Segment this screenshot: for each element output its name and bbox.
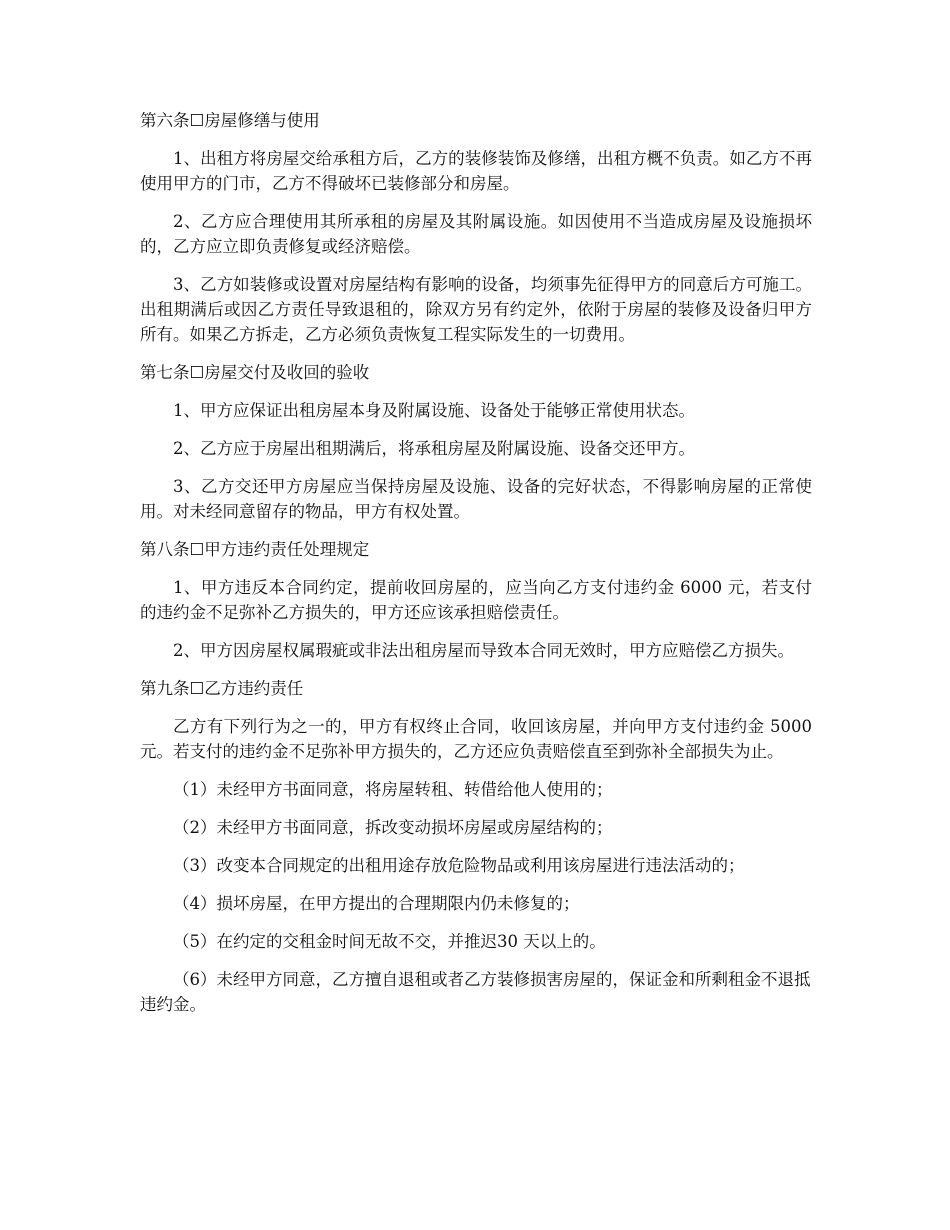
- contract-page: [140, 108, 812, 1030]
- list-item: （3）改变本合同规定的出租用途存放危险物品或利用该房屋进行违法活动的；: [173, 856, 745, 875]
- list-item: （6）未经甲方同意，乙方擅自退租或者乙方装修损害房屋的，保证金和所剩租金不退抵违约金。: [140, 970, 811, 1014]
- section-6-paragraph-1: 1、出租方将房屋交给承租方后，乙方的装修装饰及修缮，出租方概不负责。如乙方不再使用甲方的门市，乙方不得破坏已装修部分和房屋。: [140, 149, 812, 193]
- list-item: （4）损坏房屋，在甲方提出的合理期限内仍未修复的；: [173, 894, 580, 913]
- section-7-paragraph-2: 2、乙方应于房屋出租期满后，将承租房屋及附属设施、设备交还甲方。: [173, 439, 695, 458]
- section-7-paragraph-3: 3、乙方交还甲方房屋应当保持房屋及设施、设备的完好状态，不得影响房屋的正常使用。对未经同意留存的物品，甲方有权处置。: [140, 477, 812, 521]
- section-8-paragraph-1: 1、甲方违反本合同约定，提前收回房屋的，应当向乙方支付违约金 6000 元，若支付的违约金不足弥补乙方损失的，甲方还应该承担赔偿责任。: [140, 578, 812, 622]
- list-item: （1）未经甲方书面同意，将房屋转租、转借给他人使用的；: [173, 780, 613, 799]
- section-8-heading: 第八条☐甲方违约责任处理规定: [140, 540, 370, 559]
- section-6-heading: 第六条☐房屋修缮与使用: [140, 111, 320, 130]
- list-item: （5）在约定的交租金时间无故不交，并推迟30 天以上的。: [173, 932, 606, 951]
- section-7-paragraph-1: 1、甲方应保证出租房屋本身及附属设施、设备处于能够正常使用状态。: [173, 401, 695, 420]
- section-8-paragraph-2: 2、甲方因房屋权属瑕疵或非法出租房屋而导致本合同无效时，甲方应赔偿乙方损失。: [173, 641, 794, 660]
- section-7-heading: 第七条☐房屋交付及收回的验收: [140, 363, 370, 382]
- section-6-paragraph-2: 2、乙方应合理使用其所承租的房屋及其附属设施。如因使用不当造成房屋及设施损坏的，乙方应立即负责修复或经济赔偿。: [140, 212, 812, 256]
- section-9-intro: 乙方有下列行为之一的，甲方有权终止合同，收回该房屋，并向甲方支付违约金 5000 元。若支付的违约金不足弥补甲方损失的，乙方还应负责赔偿直至到弥补全部损失为止。: [140, 717, 812, 761]
- list-item: （2）未经甲方书面同意，拆改变动损坏房屋或房屋结构的；: [173, 818, 613, 837]
- section-9-heading: 第九条☐乙方违约责任: [140, 679, 304, 698]
- section-6-paragraph-3: 3、乙方如装修或设置对房屋结构有影响的设备，均须事先征得甲方的同意后方可施工。出租期满后或因乙方责任导致退租的，除双方另有约定外，依附于房屋的装修及设备归甲方所有。如果乙方拆走，乙方必须负责恢复工程实际发生的一切费用。: [140, 275, 812, 344]
